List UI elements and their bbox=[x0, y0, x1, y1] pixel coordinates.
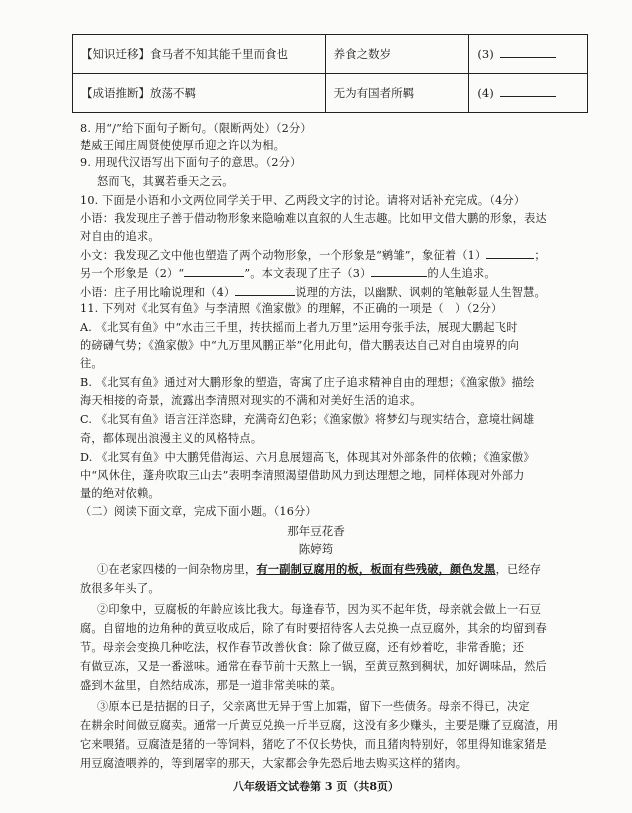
q10-line bbox=[80, 247, 600, 263]
answer-blank bbox=[500, 47, 556, 58]
table-cell: 无为有国者所羁 bbox=[325, 74, 469, 113]
option-b: 海天相接的奇景，流露出李清照对现实的不满和对美好生活的追求。 bbox=[80, 394, 422, 407]
question-9-text: 怒而飞，其翼若垂天之云。 bbox=[97, 175, 234, 188]
fill-blank-4 bbox=[235, 284, 295, 296]
answer-number: (3) bbox=[477, 47, 494, 61]
paragraph-1 bbox=[97, 562, 617, 577]
table-cell-answer bbox=[469, 74, 588, 113]
paragraph-2: 盛到木盆里，自然结成冻，那是一道非常美味的菜。 bbox=[80, 679, 342, 692]
fill-blank-3 bbox=[371, 265, 427, 277]
fill-blank-2 bbox=[184, 265, 244, 277]
option-a: A. 《北冥有鱼》中“水击三千里，抟扶摇而上者九万里”运用夸张手法，展现大鹏起飞时 bbox=[80, 321, 518, 334]
knowledge-table bbox=[72, 34, 588, 113]
q10-line bbox=[80, 284, 600, 300]
q10-text: 的人生追求。 bbox=[427, 267, 496, 280]
q10-text: 另一个形象是（2）“ bbox=[80, 267, 185, 280]
table-cell: 【知识迁移】食马者不知其能千里而食也 bbox=[73, 35, 326, 74]
paragraph-3: 它来喂猪。豆腐渣是猪的一等饲料，猪吃了不仅长势快，而且猪肉特别好，邻里得知谁家猪是 bbox=[80, 738, 547, 751]
table-cell: 养食之数岁 bbox=[325, 35, 469, 74]
table-cell: 【成语推断】放荡不羁 bbox=[73, 74, 326, 113]
q10-text: ”。本文表现了庄子（3） bbox=[244, 267, 372, 280]
question-8: 8. 用“/”给下面句子断句。（限断两处）（2分） bbox=[80, 122, 312, 135]
q10-text: 说理的方法，以幽默、讽刺的笔触彰显人生智慧。 bbox=[295, 286, 546, 299]
option-a: 往。 bbox=[80, 357, 103, 370]
paragraph-2: 腐。自留地的边角种的黄豆收成后，除了有时要招待客人去兑换一点豆腐外，其余的均留到春 bbox=[80, 622, 547, 635]
q10-text: 小语：庄子用比喻说理和（4） bbox=[80, 286, 236, 299]
section-heading: （二）阅读下面文章，完成下面小题。（16分） bbox=[80, 505, 317, 518]
q10-line: 对自由的追求。 bbox=[80, 230, 160, 243]
para-text: ①在老家四楼的一间杂物房里， bbox=[97, 563, 257, 576]
table-row bbox=[73, 35, 588, 74]
option-d: 量的绝对依赖。 bbox=[80, 487, 160, 500]
para-text: ，已经存 bbox=[495, 563, 542, 576]
option-c: C. 《北冥有鱼》语言汪洋恣肆，充满奇幻色彩；《渔家傲》将梦幻与现实结合，意境壮阔雄 bbox=[80, 413, 535, 426]
paragraph-2: ②印象中，豆腐板的年龄应该比我大。每逢春节，因为买不起年货，母亲就会做上一石豆 bbox=[97, 603, 542, 616]
question-11: 11. 下列对《北冥有鱼》与李清照《渔家傲》的理解，不正确的一项是（ ）（2分） bbox=[80, 302, 503, 315]
paragraph-3: 在耕余时间做豆腐卖。通常一斤黄豆兑换一斤半豆腐，这没有多少赚头，主要是赚了豆腐渣，用 bbox=[80, 719, 559, 732]
option-b: B. 《北冥有鱼》通过对大鹏形象的塑造，寄寓了庄子追求精神自由的理想；《渔家傲》描绘 bbox=[80, 376, 535, 389]
paragraph-3: 用豆腐渣喂养的，等到屠宰的那天，大家都会争先恐后地去购买这样的猪肉。 bbox=[80, 757, 468, 770]
option-d: D. 《北冥有鱼》中大鹏凭借海运、六月息展翅高飞，体现其对外部条件的依赖；《渔家傲》 bbox=[80, 451, 535, 464]
question-9: 9. 用现代汉语写出下面句子的意思。（2分） bbox=[80, 156, 302, 169]
table-row bbox=[73, 74, 588, 113]
q10-text: 小文：我发现乙文中他也塑造了两个动物形象，一个形象是“鹓雏”，象征着（1） bbox=[80, 249, 487, 262]
paragraph-2: 有做豆冻，又是一番滋味。通常在春节前十天熬上一锅，至黄豆熬到稠状，加好调味品，然后 bbox=[80, 660, 547, 673]
option-d: 中“风休住，蓬舟吹取三山去”表明李清照渴望借助风力到达理想之地，同样体现对外部力 bbox=[80, 469, 525, 482]
paragraph-3: ③原本已是拮据的日子，父亲离世无异于雪上加霜，留下一些债务。母亲不得已，决定 bbox=[97, 700, 530, 713]
q10-line bbox=[80, 265, 600, 281]
table-cell-answer bbox=[469, 35, 588, 74]
answer-number: (4) bbox=[477, 86, 494, 100]
question-10: 10. 下面是小语和小文两位同学关于甲、乙两段文字的讨论。请将对话补充完成。（4分） bbox=[80, 194, 526, 207]
answer-blank bbox=[500, 86, 556, 97]
q10-line: 小语：我发现庄子善于借动物形象来隐喻难以直叙的人生志趣。比如甲文借大鹏的形象，表达 bbox=[80, 212, 547, 225]
option-a: 的磅礴气势；《渔家傲》中“九万里风鹏正举”化用此句，借大鹏表达自己对自由境界的向 bbox=[80, 339, 519, 352]
article-author: 陈婷筠 bbox=[298, 542, 334, 556]
fill-blank-1 bbox=[486, 247, 534, 259]
article-title: 那年豆花香 bbox=[287, 524, 345, 538]
question-8-text: 楚威王闻庄周贤使使厚币迎之许以为相。 bbox=[80, 139, 285, 152]
page-footer: 八年级语文试卷第 3 页（共8页） bbox=[233, 780, 399, 793]
paragraph-2: 节。母亲会变换几种吃法，权作春节改善伙食：除了做豆腐，还有炒着吃，非常香脆；还 bbox=[80, 641, 525, 654]
q10-text: ； bbox=[534, 249, 546, 262]
option-c: 奇，都体现出浪漫主义的风格特点。 bbox=[80, 432, 263, 445]
underlined-sentence: 有一副制豆腐用的板，板面有些残破，颜色发黑 bbox=[256, 562, 496, 576]
paragraph-1: 放很多年头了。 bbox=[80, 582, 160, 595]
